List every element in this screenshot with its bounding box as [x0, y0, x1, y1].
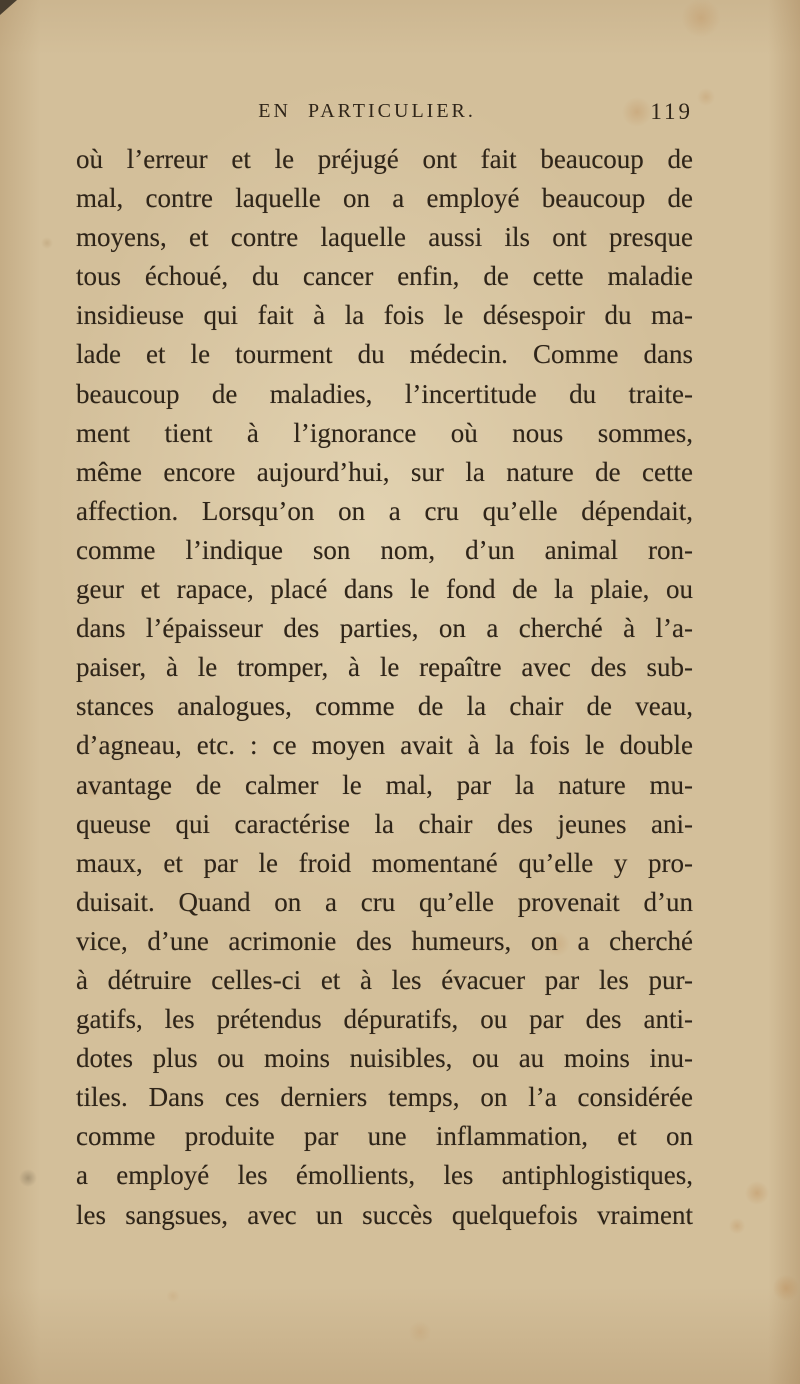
text-line: même encore aujourd’hui, sur la nature de cette	[76, 456, 693, 487]
running-header	[76, 99, 693, 129]
text-line: maux, et par le froid momentané qu’elle y pro-	[76, 847, 693, 878]
text-line: queuse qui caractérise la chair des jeunes ani-	[76, 808, 693, 839]
text-line: d’agneau, etc. : ce moyen avait à la fois le double	[76, 730, 693, 761]
page-corner-mark	[0, 0, 17, 15]
text-line: moyens, et contre laquelle aussi ils ont presque	[76, 222, 693, 253]
text-line: paiser, à le tromper, à le repaître avec des sub-	[76, 652, 693, 683]
text-line: gatifs, les prétendus dépuratifs, ou par des anti-	[76, 1004, 693, 1035]
text-line: lade et le tourment du médecin. Comme dans	[76, 339, 693, 370]
body-text	[76, 140, 693, 1235]
text-line: stances analogues, comme de la chair de veau,	[76, 691, 693, 722]
text-line: ment tient à l’ignorance où nous sommes,	[76, 417, 693, 448]
text-line: avantage de calmer le mal, par la nature mu-	[76, 769, 693, 800]
page-number: 119	[650, 99, 693, 124]
text-line: duisait. Quand on a cru qu’elle provenait d’un	[76, 886, 693, 917]
text-line: mal, contre laquelle on a employé beaucoup de	[76, 183, 693, 214]
text-line: insidieuse qui fait à la fois le désespoir du ma-	[76, 300, 693, 331]
text-line: affection. Lorsqu’on on a cru qu’elle dépendait,	[76, 495, 693, 526]
text-line: geur et rapace, placé dans le fond de la plaie, ou	[76, 574, 693, 605]
running-title: EN PARTICULIER.	[258, 100, 476, 122]
text-line: où l’erreur et le préjugé ont fait beaucoup de	[76, 144, 693, 174]
text-line: comme l’indique son nom, d’un animal ron-	[76, 534, 693, 565]
text-line: tous échoué, du cancer enfin, de cette maladie	[76, 261, 693, 292]
text-line: a employé les émollients, les antiphlogistiques,	[76, 1160, 693, 1191]
text-line: dotes plus ou moins nuisibles, ou au moins inu-	[76, 1043, 693, 1074]
text-line: vice, d’une acrimonie des humeurs, on a cherché	[76, 925, 693, 956]
text-line: comme produite par une inflammation, et on	[76, 1121, 693, 1152]
text-line: à détruire celles-ci et à les évacuer par les pur-	[76, 964, 693, 995]
text-line: les sangsues, avec un succès quelquefois vraiment	[76, 1199, 693, 1230]
text-line: tiles. Dans ces derniers temps, on l’a considérée	[76, 1082, 693, 1113]
text-line: beaucoup de maladies, l’incertitude du traite-	[76, 378, 693, 409]
text-line: dans l’épaisseur des parties, on a cherché à l’a-	[76, 613, 693, 644]
